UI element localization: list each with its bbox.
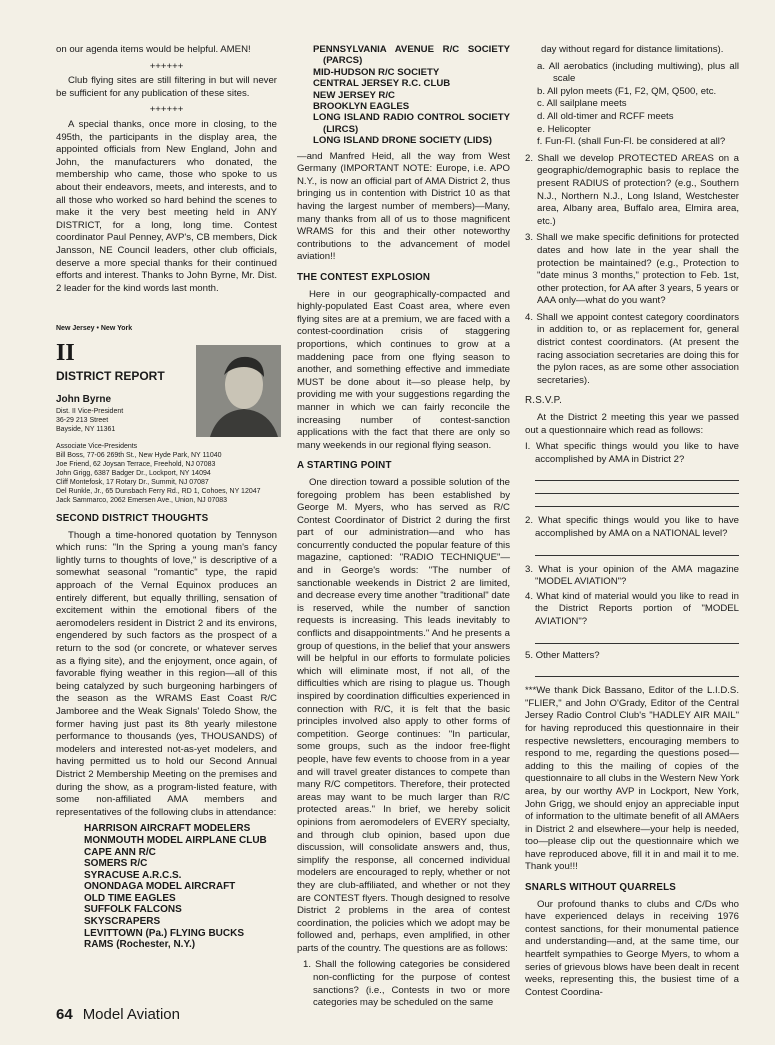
club-list-continued [313, 44, 510, 147]
associate-item: Del Runkle, Jr., 65 Dunsbach Ferry Rd., RD 1, Cohoes, NY 12047 [56, 488, 261, 496]
club-item: PENNSYLVANIA AVENUE R/C SOCIETY (PARCS) [313, 44, 510, 67]
paragraph: —and Manfred Heid, all the way from West Germany (IMPORTANT NOTE: Europe, i.e. APO N.Y., is now an official part of AMA District 2, thus bringing us in contention with District 10 as that having the largest number of members)—Many, many thanks from all of us to those magnificent WRAMS for this and their other noteworthy contributions to the advancement of model aviation!! [297, 150, 510, 263]
club-item: SOMERS R/C [84, 858, 148, 870]
category-item: d. All old-timer and RCFF meets [537, 110, 674, 122]
question-item: 3. Shall we make specific definitions for protected dates and how late in the year shall the protection be maintained? (e.g., Protection to "date minus 3 months," protection to Feb. 1st, other protection, for AA after 3 years, 5 years or AAA only—what do you want? [525, 232, 739, 307]
club-item: RAMS (Rochester, N.Y.) [84, 939, 196, 951]
separator: ++++++ [149, 104, 184, 116]
club-item: ONONDAGA MODEL AIRCRAFT [84, 881, 236, 893]
paragraph: A special thanks, once more in closing, to the 495th, the participants in the display area, the appointed officials from New England, John and John, the manufacturers who donated, the membership who came, those who spoke to us about their endeavors, meets, and interests, and to all those who worked so hard behind the scenes to make it the very best meeting held in ANY DISTRICT, for a long, long time. Contest coordinator Paul Penney, AVP's, CB members, Dick Jansson, NE Council leaders, other club officials, deserve a more special thanks for their continued efforts and interest. Thanks to John Byrne, Mr. Dist. 2 leader for the kind words last month. [56, 118, 277, 294]
author-photo [196, 345, 281, 437]
question-continued: day without regard for distance limitations). [541, 44, 724, 55]
question-item: 2. Shall we develop PROTECTED AREAS on a geographic/demographic basis to replace the present RADIUS of protection? (e.g., Southern N.J., Northern N.J., Long Island, Westchester area, Albany area, Buffalo area, Elmira area, etc.) [525, 152, 739, 227]
district-number: II [56, 339, 75, 366]
question-item: 1. Shall the following categories be considered non-conflicting for the purpose of contest sanctions? (i.e., Contests in two or more categories may be scheduled on the same [303, 959, 510, 1009]
answer-line [535, 664, 739, 677]
questionnaire-item: 3. What is your opinion of the AMA magazine "MODEL AVIATION"? [525, 563, 739, 588]
page-number: 64 [56, 1006, 73, 1023]
region-label: New Jersey • New York [56, 325, 133, 333]
separator: ++++++ [149, 60, 184, 72]
club-item: SUFFOLK FALCONS [84, 904, 182, 916]
column-3 [525, 44, 739, 1003]
answer-line [535, 631, 739, 644]
page-footer [56, 1006, 180, 1023]
associate-item: Cliff Montefosk, 17 Rotary Dr., Summit, NJ 07087 [56, 479, 209, 487]
column-1 [56, 44, 277, 951]
paragraph: Club flying sites are still filtering in but will never be sufficient for any publication of these sites. [56, 75, 277, 99]
club-item: CAPE ANN R/C [84, 846, 156, 858]
club-item: MONMOUTH MODEL AIRPLANE CLUB [84, 834, 267, 846]
district-report-title: DISTRICT REPORT [56, 368, 165, 383]
associate-item: Joe Friend, 62 Joysan Terrace, Freehold, NJ 07083 [56, 461, 216, 469]
answer-line [535, 543, 739, 556]
author-city: Bayside, NY 11361 [56, 426, 116, 434]
associate-list [56, 442, 277, 505]
associate-item: Jack Sammarco, 2062 Emersen Ave., Union, NJ 07083 [56, 497, 228, 505]
club-list [84, 823, 277, 951]
answer-line [535, 494, 739, 507]
category-list [525, 61, 739, 149]
category-item: c. All sailplane meets [537, 98, 627, 110]
author-name: John Byrne [56, 394, 112, 406]
questionnaire-item: I. What specific things would you like to have accomplished by AMA in District 2? [525, 441, 739, 465]
column-2 [297, 44, 510, 1012]
club-item: HARRISON AIRCRAFT MODELERS [84, 823, 251, 835]
questionnaire-item: 2. What specific things would you like to have accomplished by AMA on a NATIONAL level? [525, 515, 739, 539]
club-item: SKYSCRAPERS [84, 916, 161, 928]
author-street: 36-29 213 Street [56, 417, 109, 425]
section-heading: SNARLS WITHOUT QUARRELS [525, 882, 677, 894]
club-item: BROOKLYN EAGLES [313, 101, 410, 113]
club-item: SYRACUSE A.R.C.S. [84, 869, 182, 881]
section-heading: A STARTING POINT [297, 460, 392, 472]
answer-line [535, 468, 739, 481]
associate-item: Bill Boss, 77-06 269th St., New Hyde Park, NY 11040 [56, 452, 222, 460]
section-heading: SECOND DISTRICT THOUGHTS [56, 513, 209, 525]
club-item: NEW JERSEY R/C [313, 89, 395, 101]
category-item: b. All pylon meets (F1, F2, QM, Q500, etc. [537, 85, 717, 97]
author-role: Dist. II Vice-President [56, 408, 124, 416]
club-item: CENTRAL JERSEY R.C. CLUB [313, 78, 451, 90]
category-item: e. Helicopter [537, 123, 591, 135]
club-item: LONG ISLAND DRONE SOCIETY (LIDS) [313, 135, 492, 147]
section-heading: R.S.V.P. [525, 395, 563, 407]
intro-text: on our agenda items would be helpful. AMEN! [56, 44, 251, 55]
questionnaire-item: 4. What kind of material would you like to read in the District Reports portion of "MODEL AVIATION"? [525, 590, 739, 627]
questionnaire-item: 5. Other Matters? [525, 649, 600, 661]
club-item: LEVITTOWN (Pa.) FLYING BUCKS [84, 927, 245, 939]
paragraph: Here in our geographically-compacted and highly-populated East Coast area, where even flying sites are at a premium, we are faced with a contest-coordination crisis of staggering proportions, which continues to grow at a maddening pace from one flying season to another, and something effective and immediate MUST be done about it—so please help, by providing me with your suggestions regarding the manner in which we can fairly reconcile the increasing number of contest-sanction applications with the fact that there are only so many weekends in our regional flying season. [297, 288, 510, 451]
paragraph: Though a time-honored quotation by Tennyson which runs: "In the Spring a young man's fancy lightly turns to thoughts of love," is descriptive of a somewhat seasonal "romantic" type, the rapid approach of the Vernal Equinox produces an entirely different, but equally thrilling, sensation of excitement within the emotional fibers of the aeromodelers resident in District 2 and its environs, engendered by such factors as the prospect of a return to the sod (or concrete, or whatever serves as a flying site), and the enjoyment, once again, of favorable flying weather in this region—all of this being catalyzed by such burgeoning harbingers of the season as the WRAMS East Coast R/C Jamboree and the Weak Signals' Toledo Show, the former having just past its 8th yearly milestone performance to thousands (yes, THOUSANDS) of modelers and interested not-as-yet modelers, and having permitted us to hold our Second Annual District 2 Membership Meeting on the premises and during the show, as a program-listed feature, with some non-affiliated AMA members and representatives of the following clubs in attendance: [56, 529, 277, 818]
club-item: MID-HUDSON R/C SOCIETY [313, 66, 440, 78]
paragraph: At the District 2 meeting this year we passed out a questionnaire which read as follows: [525, 412, 739, 436]
paragraph: ***We thank Dick Bassano, Editor of the L.I.D.S. "FLIER," and John O'Grady, Editor of the Central Jersey Radio Control Club's "HADLEY AIR MAIL" for having reproduced this questionnaire in their respective newsletters, encouraging members to respond to me, regarding the questions posed—adding to this the mailing of copies of the questionnaire to all clubs in the Western New York area, by our worthy AVP in Lockport, New York, John Grigg, we should enjoy an appreciable input of information to the ultimate benefit of all AMAers in District 2 and elsewhere—your help is needed, too—please clip out the questionnaire which we have reproduced above, fill it in and mail it to me. Thank you!!! [525, 685, 739, 873]
magazine-name: Model Aviation [82, 1006, 180, 1023]
club-item: LONG ISLAND RADIO CONTROL SOCIETY (LIRCS) [313, 112, 510, 135]
answer-line [535, 481, 739, 494]
paragraph: One direction toward a possible solution of the foregoing problem has been established by George M. Myers, who has served as R/C Contest Coordinator of District 2 during the first part of our administration—and who has concurrently conducted the popular feature of this magazine, captioned: "RADIO TECHNIQUE"—and in George's words: "The number of sanctionable weekends in District 2 are limited, and decrease every time another "traditional" date is reserved, while the number of sanction requests is increasing. This leads inevitably to conflicts and disappointments." And he presents a group of questions, in the belief that your answers will be helpful in our efforts to formulate policies which will eliminate most, if not all, of the difficulties which are rising to plague us. Though inspired by coordination difficulties experienced in connection with R/C, it is felt that the basic principles involved also apply to other forms of competition. George continues: "In particular, some groups, such as the indoor free-flight people, have few events to choose from in a year and will travel greater distances to compete than many R/C competitors. Therefore, their protected areas may want to be much larger than R/C protected areas." In brief, we hereby solicit opinions from aeromodelers of EVERY specialty, and through club opinion, based upon due discussion, will consolidate answers and, thus, simplify the response, all concerned individual modelers are encouraged to reply, whether or not they are club-affiliated, and whether or not they are CONTEST flyers. Though designed to resolve District 2 problems in the area of contest coordination, the policies which we adopt may be followed and, perhaps, even amplified, in other parts of the country. The questions are as follows: [297, 476, 510, 954]
associate-item: John Grigg, 6387 Badger Dr., Lockport, NY 14094 [56, 470, 211, 478]
category-item: a. All aerobatics (including multiwing), plus all scale [537, 60, 739, 85]
category-item: f. Fun-Fl. (shall Fun-Fl. be considered at all? [537, 136, 726, 148]
question-item: 4. Shall we appoint contest category coordinators in addition to, or as replacement for, general district contest coordinators. (At present the racing association secretaries are doing this for the pylon races, as are some other association secretaries). [525, 311, 739, 386]
district-report-header [56, 323, 277, 505]
section-heading: THE CONTEST EXPLOSION [297, 272, 431, 283]
associate-title: Associate Vice-Presidents [56, 443, 138, 451]
question-list [525, 153, 739, 388]
paragraph: Our profound thanks to clubs and C/Ds who have experienced delays in receiving 1976 contest sanctions, for their monumental patience and understanding—and, at the same time, our heartfelt sympathies to George Myers, to whom a series of grievous blows have been dealt in recent weeks, representing this, the busiest time of a Contest Coordina- [525, 898, 739, 998]
club-item: OLD TIME EAGLES [84, 892, 176, 904]
